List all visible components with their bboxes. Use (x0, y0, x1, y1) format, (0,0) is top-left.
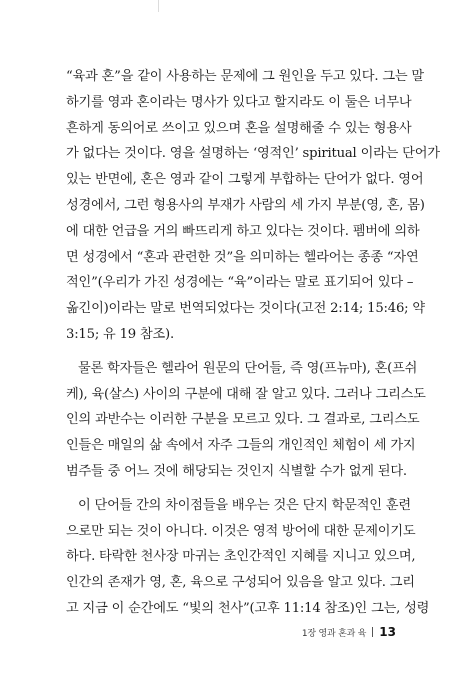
text-line: 고 지금 이 순간에도 “빛의 천사”(고후 11:14 참조)인 그는, 성령 (66, 600, 430, 616)
text-line: 인의 과반수는 이러한 구분을 모르고 있다. 그 결과로, 그리스도 (66, 412, 420, 428)
text-line: “육과 혼”을 같이 사용하는 문제에 그 원인을 두고 있다. 그는 말 (66, 69, 424, 84)
paragraph-gap (66, 485, 396, 493)
text-line: 면 성경에서 “혼과 관련한 것”을 의미하는 헬라어는 종종 “자연 (66, 249, 419, 265)
text-line: 가 없다는 것이다. 영을 설명하는 ‘영적인’ spiritual 이라는 단어가 (66, 146, 440, 162)
text-line: 범주들 중 어느 것에 해당되는 것인지 식별할 수가 없게 된다. (66, 463, 407, 479)
text-line: 이 단어들 간의 차이점들을 배우는 것은 단지 학문적인 훈련 (78, 497, 411, 513)
page-footer (302, 625, 396, 639)
running-head: 1장 영과 혼과 육 (301, 629, 367, 639)
paragraph-3 (66, 493, 430, 622)
text-line: 인들은 매일의 삶 속에서 자주 그들의 개인적인 체험이 세 가지 (66, 438, 416, 454)
text-line: 있는 반면에, 혼은 영과 같이 그렇게 부합하는 단어가 없다. 영어 (66, 172, 424, 188)
paragraph-1 (66, 64, 440, 348)
text-line: 으로만 되는 것이 아니다. 이것은 영적 방어에 대한 문제이기도 (66, 523, 416, 539)
text-line: 하기를 영과 혼이라는 명사가 있다고 할지라도 이 둘은 너무나 (66, 94, 412, 110)
page-number: 13 (379, 625, 396, 639)
text-line: 인간의 존재가 영, 혼, 육으로 구성되어 있음을 알고 있다. 그리 (66, 575, 415, 591)
text-line: 케), 육(살스) 사이의 구분에 대해 잘 알고 있다. 그러나 그리스도 (66, 386, 426, 402)
text-line: 3:15; 유 19 참조). (66, 326, 174, 342)
text-line: 옮긴이)이라는 말로 번역되었다는 것이다(고전 2:14; 15:46; 약 (66, 301, 425, 317)
text-line: 성경에서, 그런 형용사의 부재가 사람의 세 가지 부분(영, 혼, 몸) (66, 197, 425, 213)
paragraph-gap (66, 348, 396, 356)
text-line: 적인”(우리가 가진 성경에는 “육”이라는 말로 표기되어 있다 – (66, 275, 414, 291)
text-line: 하다. 타락한 천사장 마귀는 초인간적인 지혜를 지니고 있으며, (66, 549, 416, 565)
page-edge-mark (158, 0, 159, 12)
body-text (66, 64, 440, 622)
text-line: 에 대한 언급을 거의 빠뜨리게 하고 있다는 것이다. 펨버에 의하 (66, 223, 420, 239)
footer-separator (372, 627, 373, 637)
text-line: 물론 학자들은 헬라어 원문의 단어들, 즉 영(프뉴마), 혼(프쉬 (78, 360, 418, 376)
paragraph-2 (66, 356, 426, 485)
text-line: 흔하게 동의어로 쓰이고 있으며 혼을 설명해줄 수 있는 형용사 (66, 120, 412, 136)
